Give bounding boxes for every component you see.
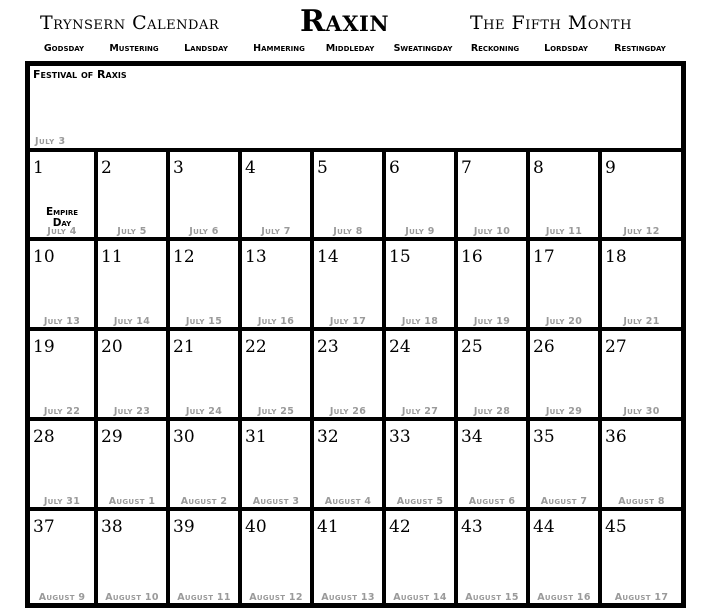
day-number: 17 bbox=[533, 247, 555, 267]
day-number: 42 bbox=[389, 517, 411, 537]
gregorian-date: July 25 bbox=[257, 406, 295, 417]
day-cell bbox=[530, 241, 602, 331]
day-cell bbox=[602, 152, 681, 241]
day-number: 29 bbox=[101, 427, 123, 447]
weekday-label: Reckoning bbox=[470, 43, 520, 54]
gregorian-date: July 12 bbox=[623, 226, 660, 237]
day-number: 19 bbox=[33, 337, 55, 357]
day-cell bbox=[98, 152, 170, 241]
gregorian-date: July 7 bbox=[261, 226, 291, 237]
day-number: 4 bbox=[245, 158, 256, 178]
day-cell bbox=[242, 152, 314, 241]
day-cell bbox=[458, 241, 530, 331]
gregorian-date: July 17 bbox=[329, 316, 367, 327]
gregorian-date: July 5 bbox=[117, 226, 147, 237]
gregorian-date: July 8 bbox=[333, 226, 363, 237]
day-number: 18 bbox=[605, 247, 627, 267]
day-cell bbox=[602, 421, 681, 511]
day-cell bbox=[170, 421, 242, 511]
day-number: 24 bbox=[389, 337, 411, 357]
day-number: 8 bbox=[533, 158, 544, 178]
day-cell bbox=[242, 511, 314, 603]
day-cell bbox=[314, 421, 386, 511]
gregorian-date: August 17 bbox=[614, 592, 669, 603]
weekday-label: Sweatingday bbox=[393, 43, 453, 54]
gregorian-date: July 11 bbox=[545, 226, 583, 237]
gregorian-date: July 10 bbox=[473, 226, 511, 237]
weekday-header-row bbox=[0, 43, 720, 57]
gregorian-date: July 24 bbox=[185, 406, 223, 417]
gregorian-date: August 8 bbox=[618, 496, 665, 507]
weekday-label: Lordsday bbox=[544, 43, 588, 54]
day-number: 6 bbox=[389, 158, 400, 178]
day-number: 9 bbox=[605, 158, 616, 178]
day-cell bbox=[170, 241, 242, 331]
day-number: 31 bbox=[245, 427, 267, 447]
gregorian-date: July 15 bbox=[185, 316, 223, 327]
gregorian-date: August 12 bbox=[249, 592, 303, 603]
gregorian-date: July 28 bbox=[473, 406, 511, 417]
day-cell bbox=[386, 511, 458, 603]
day-number: 38 bbox=[101, 517, 123, 537]
day-cell bbox=[30, 331, 98, 421]
day-number: 39 bbox=[173, 517, 195, 537]
day-number: 20 bbox=[101, 337, 123, 357]
day-number: 32 bbox=[317, 427, 339, 447]
weekday-label: Godsday bbox=[43, 43, 85, 54]
weekday-label: Restingday bbox=[614, 43, 666, 54]
day-number: 30 bbox=[173, 427, 195, 447]
day-cell bbox=[530, 511, 602, 603]
gregorian-date: July 9 bbox=[405, 226, 435, 237]
day-number: 22 bbox=[245, 337, 267, 357]
gregorian-date: July 26 bbox=[329, 406, 367, 417]
day-cell bbox=[602, 511, 681, 603]
gregorian-date: July 22 bbox=[43, 406, 81, 417]
day-number: 27 bbox=[605, 337, 627, 357]
gregorian-date: August 3 bbox=[252, 496, 300, 507]
gregorian-date: August 9 bbox=[38, 592, 86, 603]
weekday-label: Middleday bbox=[325, 43, 375, 54]
day-cell bbox=[530, 331, 602, 421]
month-ordinal: The Fifth Month bbox=[470, 12, 632, 34]
day-number: 37 bbox=[33, 517, 55, 537]
day-cell bbox=[30, 511, 98, 603]
day-cell bbox=[242, 331, 314, 421]
day-number: 40 bbox=[245, 517, 267, 537]
gregorian-date: July 18 bbox=[401, 316, 439, 327]
gregorian-date: July 16 bbox=[257, 316, 295, 327]
day-number: 41 bbox=[317, 517, 339, 537]
day-cell bbox=[242, 241, 314, 331]
day-cell bbox=[98, 421, 170, 511]
day-number: 16 bbox=[461, 247, 483, 267]
weekday-label: Landsday bbox=[184, 43, 228, 54]
gregorian-date: July 14 bbox=[113, 316, 151, 327]
day-number: 15 bbox=[389, 247, 411, 267]
day-cell bbox=[30, 241, 98, 331]
day-number: 11 bbox=[101, 247, 123, 267]
festival-name: Festival of Raxis bbox=[33, 68, 127, 81]
day-number: 34 bbox=[461, 427, 483, 447]
day-number: 14 bbox=[317, 247, 339, 267]
gregorian-date: August 1 bbox=[108, 496, 156, 507]
gregorian-date: August 16 bbox=[537, 592, 591, 603]
day-cell bbox=[386, 421, 458, 511]
day-cell bbox=[314, 511, 386, 603]
day-cell bbox=[386, 152, 458, 241]
day-number: 45 bbox=[605, 517, 627, 537]
day-cell bbox=[98, 241, 170, 331]
gregorian-date: July 4 bbox=[47, 226, 77, 237]
gregorian-date: August 2 bbox=[180, 496, 228, 507]
day-number: 35 bbox=[533, 427, 555, 447]
day-number: 33 bbox=[389, 427, 411, 447]
day-cell bbox=[314, 152, 386, 241]
day-cell bbox=[170, 152, 242, 241]
day-number: 10 bbox=[33, 247, 55, 267]
day-number: 5 bbox=[317, 158, 328, 178]
calendar-grid bbox=[30, 152, 681, 603]
gregorian-date: August 10 bbox=[105, 592, 159, 603]
gregorian-date: July 23 bbox=[113, 406, 151, 417]
day-number: 13 bbox=[245, 247, 267, 267]
day-cell bbox=[242, 421, 314, 511]
weekday-label: Mustering bbox=[109, 43, 159, 54]
gregorian-date: July 30 bbox=[623, 406, 660, 417]
gregorian-date: August 6 bbox=[468, 496, 516, 507]
gregorian-date: August 11 bbox=[177, 592, 231, 603]
gregorian-date: August 4 bbox=[324, 496, 372, 507]
gregorian-date: August 5 bbox=[396, 496, 444, 507]
day-cell bbox=[170, 331, 242, 421]
day-cell bbox=[30, 421, 98, 511]
day-number: 23 bbox=[317, 337, 339, 357]
day-cell bbox=[530, 421, 602, 511]
festival-row bbox=[30, 66, 681, 152]
day-number: 3 bbox=[173, 158, 184, 178]
day-cell bbox=[314, 241, 386, 331]
day-cell bbox=[98, 331, 170, 421]
day-cell bbox=[314, 331, 386, 421]
day-number: 25 bbox=[461, 337, 483, 357]
gregorian-date: July 20 bbox=[545, 316, 583, 327]
day-number: 1 bbox=[33, 158, 44, 178]
day-cell bbox=[386, 331, 458, 421]
gregorian-date: July 6 bbox=[189, 226, 219, 237]
gregorian-date: July 19 bbox=[473, 316, 511, 327]
weekday-label: Hammering bbox=[253, 43, 305, 54]
day-number: 2 bbox=[101, 158, 112, 178]
day-cell bbox=[386, 241, 458, 331]
day-number: 36 bbox=[605, 427, 627, 447]
day-cell bbox=[458, 331, 530, 421]
day-cell bbox=[530, 152, 602, 241]
gregorian-date: July 13 bbox=[43, 316, 81, 327]
gregorian-date: August 15 bbox=[465, 592, 519, 603]
day-number: 12 bbox=[173, 247, 195, 267]
day-cell bbox=[170, 511, 242, 603]
day-cell bbox=[602, 241, 681, 331]
day-number: 43 bbox=[461, 517, 483, 537]
gregorian-date: August 7 bbox=[540, 496, 588, 507]
day-cell bbox=[30, 152, 98, 241]
day-number: 21 bbox=[173, 337, 195, 357]
day-cell bbox=[458, 421, 530, 511]
day-cell bbox=[98, 511, 170, 603]
day-number: 7 bbox=[461, 158, 472, 178]
day-cell bbox=[458, 511, 530, 603]
day-number: 44 bbox=[533, 517, 555, 537]
month-title: Raxin bbox=[300, 4, 390, 39]
day-cell bbox=[458, 152, 530, 241]
gregorian-date: July 29 bbox=[545, 406, 583, 417]
festival-gregorian-date: July 3 bbox=[35, 136, 66, 147]
gregorian-date: July 21 bbox=[623, 316, 660, 327]
gregorian-date: August 14 bbox=[393, 592, 447, 603]
day-cell bbox=[602, 331, 681, 421]
holiday-label: Empire Day bbox=[45, 206, 79, 229]
day-number: 28 bbox=[33, 427, 55, 447]
gregorian-date: July 27 bbox=[401, 406, 439, 417]
gregorian-date: August 13 bbox=[321, 592, 375, 603]
gregorian-date: July 31 bbox=[43, 496, 81, 507]
day-number: 26 bbox=[533, 337, 555, 357]
calendar-name: Trynsern Calendar bbox=[40, 12, 220, 34]
